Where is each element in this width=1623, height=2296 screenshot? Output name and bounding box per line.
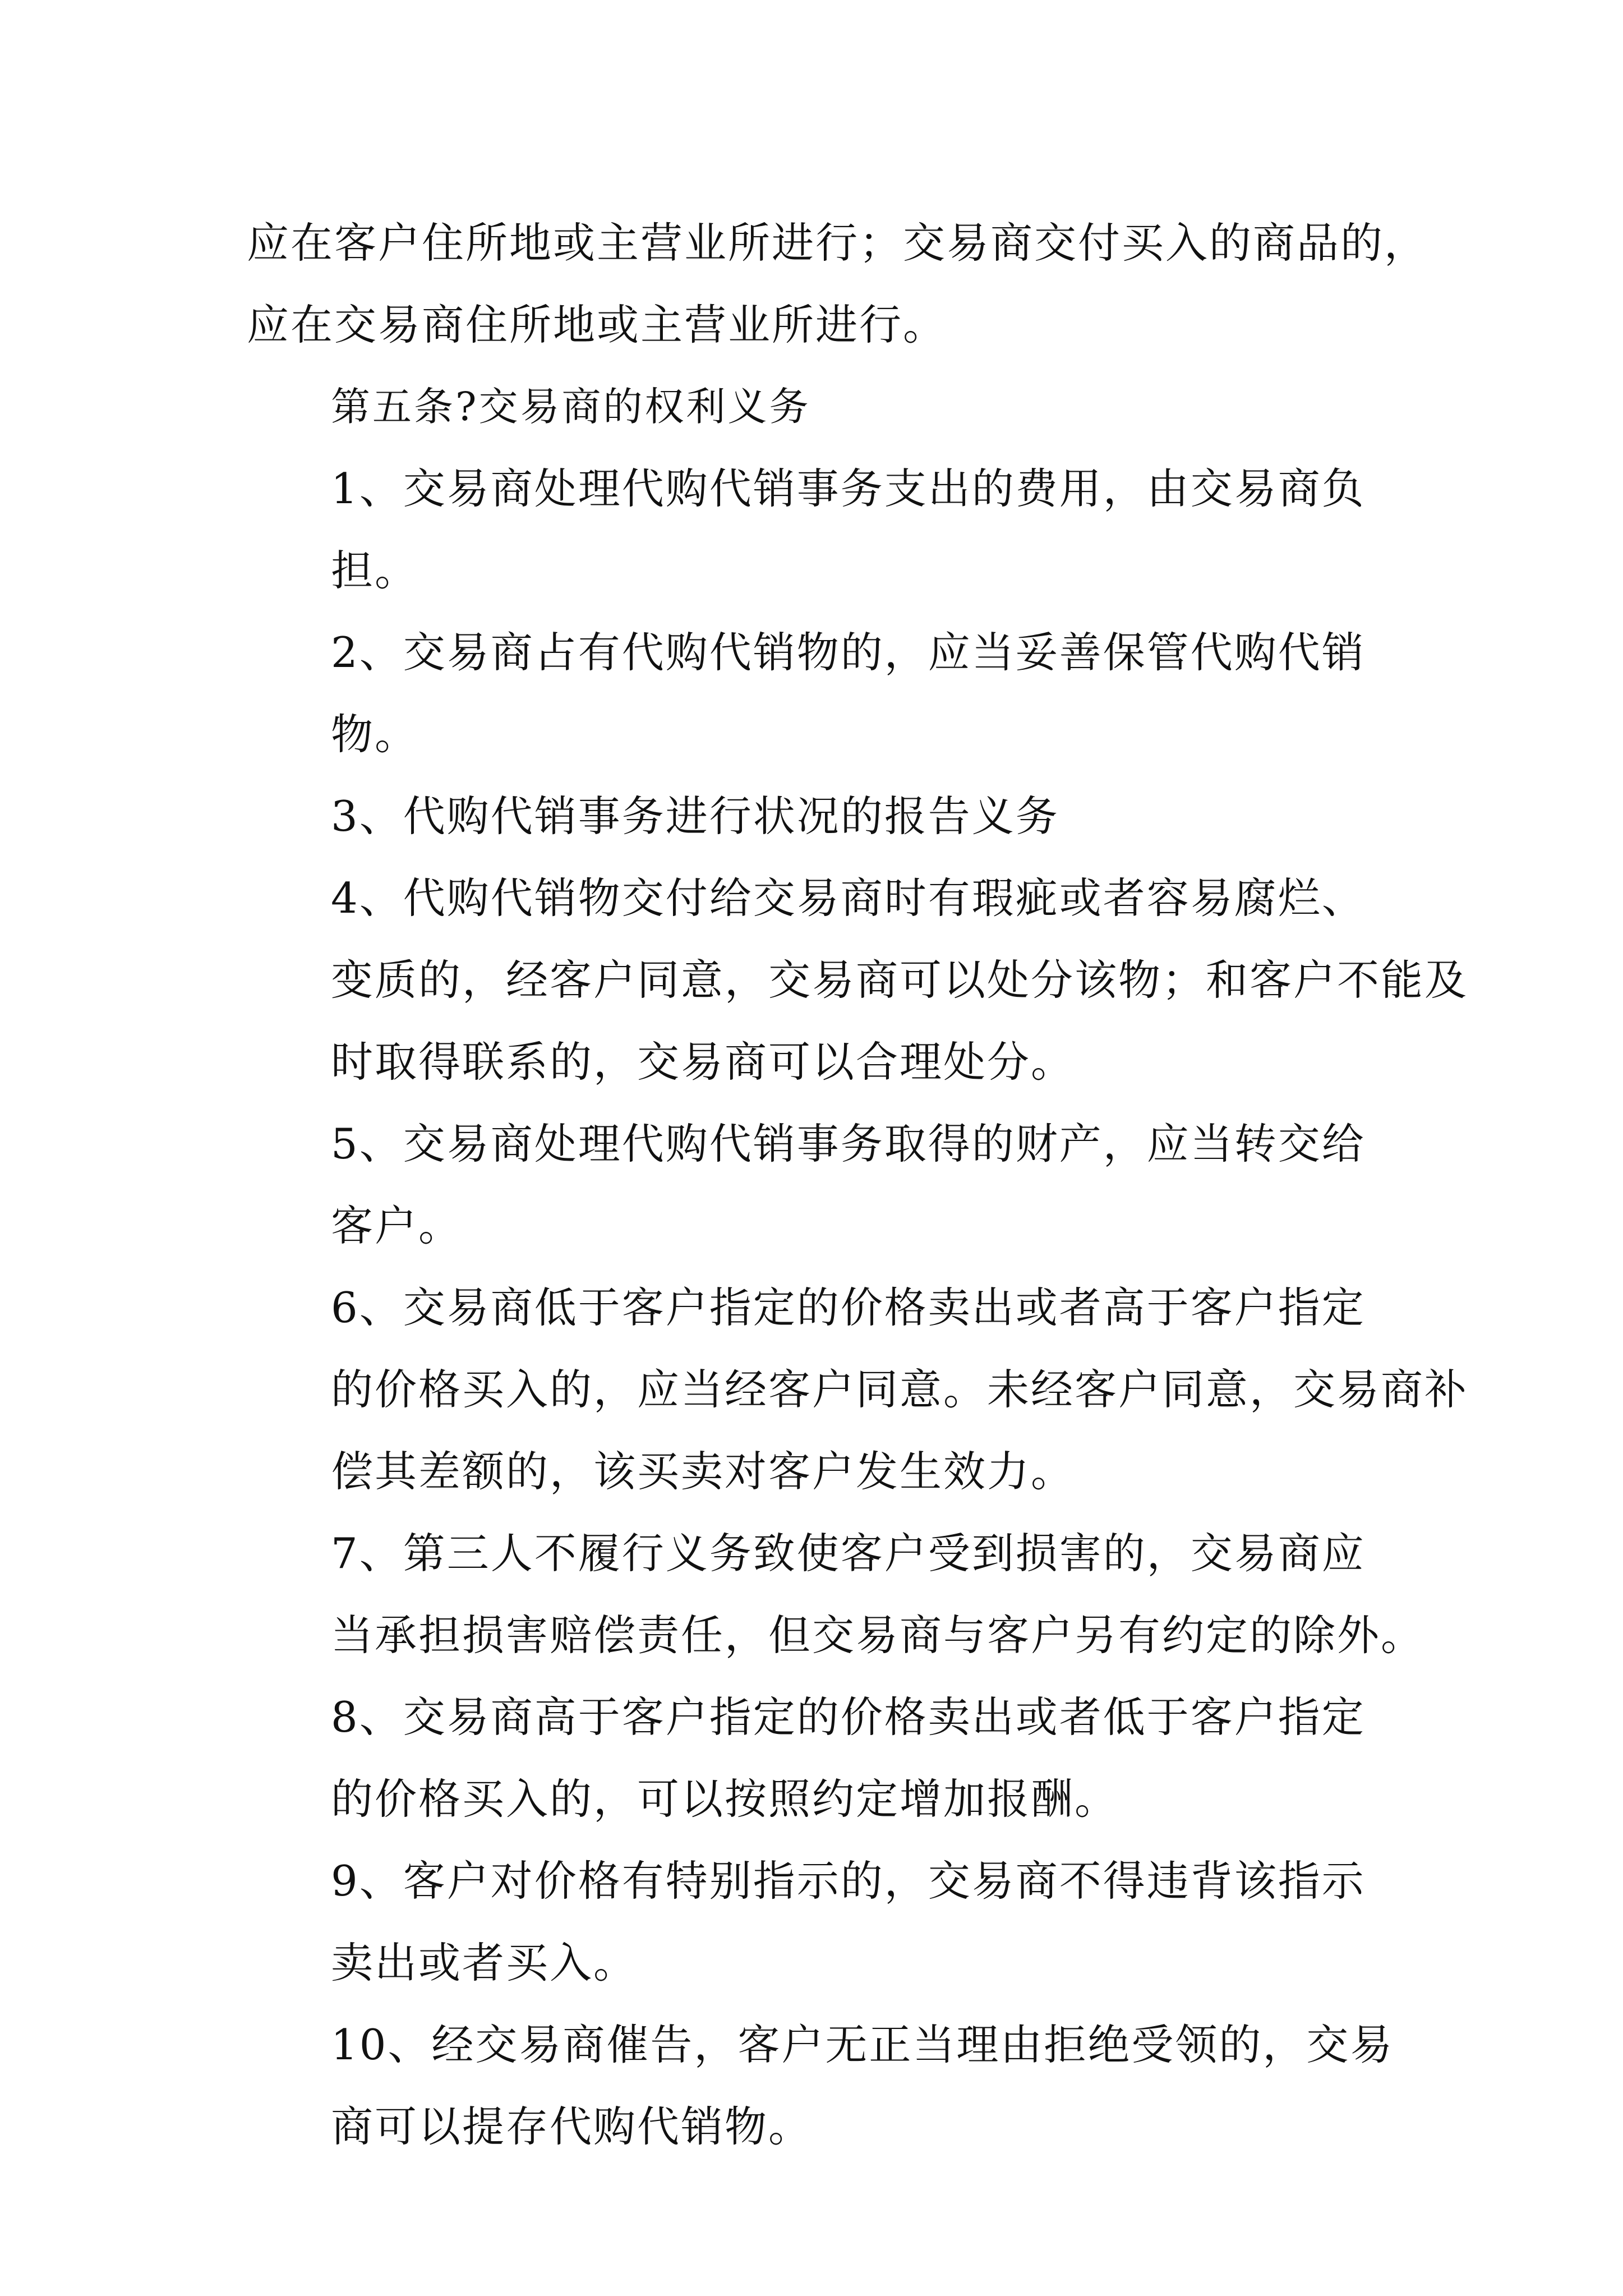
- clause-paragraph: [247, 775, 1391, 857]
- text-line: 担。: [331, 546, 419, 595]
- document-body: [247, 202, 1469, 2168]
- clause-paragraph: [247, 1103, 1391, 1267]
- text-line: 2、交易商占有代购代销物的，应当妥善保管代购代销: [331, 628, 1366, 677]
- clause-paragraph: [247, 1676, 1391, 1840]
- text-line: 第五条?交易商的权利义务: [331, 384, 811, 430]
- text-line: 卖出或者买入。: [331, 1938, 638, 1987]
- clause-paragraph: [247, 1267, 1469, 1512]
- text-line: 时取得联系的，交易商可以合理处分。: [331, 1037, 1075, 1087]
- clause-paragraph: [247, 611, 1391, 775]
- text-line: 10、经交易商催告，客户无正当理由拒绝受领的，交易: [331, 2020, 1394, 2069]
- text-line: 应在客户住所地或主营业所进行；交易商交付买入的商品的，: [247, 218, 1428, 268]
- text-line: 4、代购代销物交付给交易商时有瑕疵或者容易腐烂、: [331, 873, 1366, 923]
- text-line: 9、客户对价格有特别指示的，交易商不得违背该指示: [331, 1856, 1366, 1906]
- text-line: 7、第三人不履行义务致使客户受到损害的，交易商应: [331, 1529, 1366, 1578]
- text-line: 8、交易商高于客户指定的价格卖出或者低于客户指定: [331, 1692, 1366, 1742]
- continued-paragraph: [247, 202, 1428, 366]
- clause-paragraph: [247, 1512, 1425, 1676]
- clause-paragraph: [247, 857, 1469, 1103]
- text-line: 5、交易商处理代购代销事务取得的财产，应当转交给: [331, 1119, 1366, 1168]
- text-line: 变质的，经客户同意，交易商可以处分该物；和客户不能及: [331, 955, 1469, 1005]
- text-line: 的价格买入的，应当经客户同意。未经客户同意，交易商补: [331, 1365, 1469, 1414]
- text-line: 客户。: [331, 1201, 463, 1250]
- text-line: 1、交易商处理代购代销事务支出的费用，由交易商负: [331, 464, 1366, 513]
- text-line: 商可以提存代购代销物。: [331, 2102, 813, 2151]
- clause-paragraph: [247, 448, 1391, 611]
- text-line: 物。: [331, 710, 419, 759]
- text-line: 偿其差额的，该买卖对客户发生效力。: [331, 1447, 1075, 1496]
- text-line: 6、交易商低于客户指定的价格卖出或者高于客户指定: [331, 1283, 1366, 1332]
- text-line: 的价格买入的，可以按照约定增加报酬。: [331, 1774, 1119, 1824]
- text-line: 当承担损害赔偿责任，但交易商与客户另有约定的除外。: [331, 1611, 1425, 1660]
- clause-paragraph: [247, 1840, 1391, 2004]
- text-line: 3、代购代销事务进行状况的报告义务: [331, 792, 1059, 841]
- text-line: 应在交易商住所地或主营业所进行。: [247, 300, 947, 349]
- article-heading: [247, 366, 1391, 448]
- clause-paragraph: [247, 2004, 1394, 2168]
